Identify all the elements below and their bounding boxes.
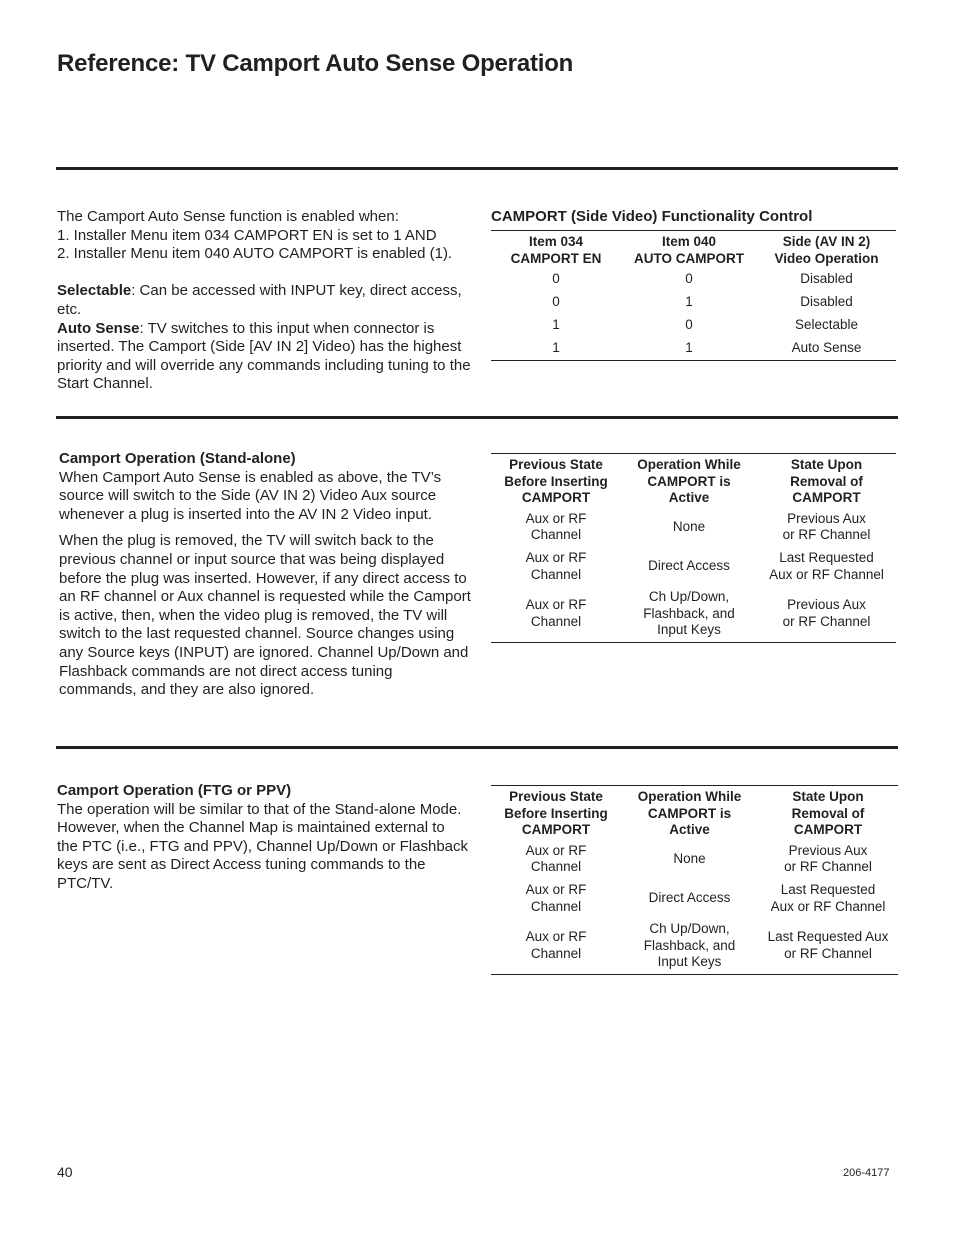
table-cell: Selectable <box>794 317 859 333</box>
auto-sense-definition <box>57 320 477 394</box>
table-row <box>491 547 896 586</box>
column-header: Item 034 CAMPORT EN <box>510 234 602 266</box>
table-cell: Ch Up/Down, Flashback, and Input Keys <box>643 589 735 638</box>
table-row <box>491 918 898 974</box>
table-cell: Disabled <box>800 294 853 310</box>
column-header: State Upon Removal of CAMPORT <box>791 789 865 838</box>
section-divider <box>56 746 898 749</box>
table-title: CAMPORT (Side Video) Functionality Control <box>491 208 813 225</box>
table-row <box>491 879 898 918</box>
table-cell: Previous Aux or RF Channel <box>782 597 871 630</box>
table-row <box>491 508 896 547</box>
paragraph: The operation will be similar to that of the Stand-alone Mode. However, when the Channel Map is maintained external to the PTC (i.e., FTG and PPV), Channel Up/Down or Flashback keys are sent as Direct Access tuning commands to the PTC/TV. <box>57 800 468 892</box>
section-divider <box>56 167 898 170</box>
column-header: Previous State Before Inserting CAMPORT <box>504 457 608 506</box>
auto-sense-term: Auto Sense <box>57 319 140 337</box>
table-cell: None <box>673 851 706 867</box>
page-number: 40 <box>57 1164 73 1180</box>
table-cell: Disabled <box>800 271 853 287</box>
table-cell: 1 <box>685 340 693 356</box>
ftg-operation-table <box>491 785 898 975</box>
section-divider <box>56 416 898 419</box>
selectable-term: Selectable <box>57 282 132 300</box>
table-cell: 0 <box>552 294 560 310</box>
section-heading: Camport Operation (FTG or PPV) <box>57 782 292 799</box>
table-cell: Aux or RF Channel <box>525 549 587 582</box>
table-cell: Last Requested Aux or RF Channel <box>769 549 884 582</box>
column-header: State Upon Removal of CAMPORT <box>790 457 863 506</box>
table-cell: Auto Sense <box>791 340 862 356</box>
section-heading: Camport Operation (Stand-alone) <box>59 450 296 467</box>
paragraph: When the plug is removed, the TV will switch back to the previous channel or input source that was being displayed before the plug was inserted. However, if any direct access to an RF channel or Aux channel is requested while the Camport is active, then, when the video plug is removed, the TV will switch to the last requested channel. Source changes using any Source keys (INPUT) are ignored. Channel Up/Down and Flashback commands are not direct access tuning commands, and they are also ignored. <box>59 532 471 699</box>
table-cell: Aux or RF Channel <box>525 881 587 914</box>
table-cell: Aux or RF Channel <box>525 842 587 875</box>
table-row <box>491 840 898 879</box>
ftg-block <box>57 782 469 894</box>
column-header: Side (AV IN 2) Video Operation <box>774 234 879 266</box>
table-cell: Aux or RF Channel <box>525 597 587 630</box>
table-cell: Last Requested Aux or RF Channel <box>770 881 886 914</box>
column-header: Previous State Before Inserting CAMPORT <box>504 789 608 838</box>
table-cell: 0 <box>685 317 693 333</box>
table-row <box>491 268 896 291</box>
table-cell: 0 <box>685 271 693 287</box>
selectable-definition <box>57 282 477 319</box>
intro-line: The Camport Auto Sense function is enabled when: <box>57 208 399 225</box>
table-cell: None <box>672 519 706 535</box>
column-header: Item 040 AUTO CAMPORT <box>634 234 744 266</box>
standalone-operation-table <box>491 453 896 643</box>
table-cell: 1 <box>685 294 693 310</box>
table-cell: Last Requested Aux or RF Channel <box>767 929 889 962</box>
table-cell: Aux or RF Channel <box>525 510 587 543</box>
table-row <box>491 337 896 361</box>
intro-line: 1. Installer Menu item 034 CAMPORT EN is set to 1 AND <box>57 226 437 244</box>
paragraph: When Camport Auto Sense is enabled as above, the TV’s source will switch to the Side (AV IN 2) Video Aux source whenever a plug is inserted into the AV IN 2 Video input. <box>59 468 442 523</box>
table-row <box>491 291 896 314</box>
selectable-text: : Can be accessed with INPUT key, direct access, etc. <box>57 282 462 318</box>
table-cell: Aux or RF Channel <box>525 929 587 962</box>
table-cell: Previous Aux or RF Channel <box>784 842 872 875</box>
intro-line: 2. Installer Menu item 040 AUTO CAMPORT is enabled (1). <box>57 245 453 263</box>
column-header: Operation While CAMPORT is Active <box>637 789 742 838</box>
table-cell: Direct Access <box>648 890 731 906</box>
document-code: 206-4177 <box>843 1167 890 1179</box>
table-cell: 0 <box>552 271 560 287</box>
standalone-block <box>59 450 473 700</box>
table-cell: 1 <box>552 317 560 333</box>
table-cell: Previous Aux or RF Channel <box>782 510 871 543</box>
table-cell: Ch Up/Down, Flashback, and Input Keys <box>643 921 736 970</box>
auto-sense-text: : TV switches to this input when connector is inserted. The Camport (Side [AV IN 2] Video) has the highest priority and will override any commands including tuning to the Start Channel. <box>57 319 471 393</box>
table-cell: 1 <box>552 340 560 356</box>
table-row <box>491 314 896 337</box>
intro-block <box>57 208 477 394</box>
table-cell: Direct Access <box>648 558 730 574</box>
table-row <box>491 586 896 642</box>
column-header: Operation While CAMPORT is Active <box>637 457 741 506</box>
functionality-control-table <box>491 230 896 361</box>
page-title: Reference: TV Camport Auto Sense Operation <box>57 50 574 77</box>
